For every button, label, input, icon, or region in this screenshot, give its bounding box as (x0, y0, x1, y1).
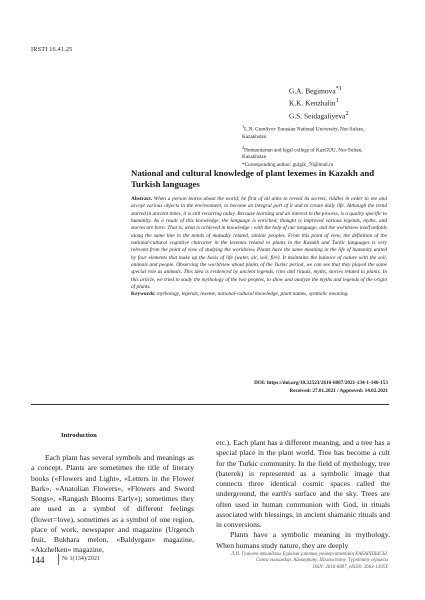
body-paragraph: Plants have a symbolic meaning in mythology. When humans study nature, they are deeply (216, 530, 390, 550)
body-paragraph: etc.). Each plant has a different meaning, and a tree has a special place in the plant world. Tree has become a cult for the Turkic community. In the field of mythology, tree (baterek) is represented as a symbolic image that connects three identical cosmic spaces called the underground, the earth's surface and the sky. Trees are often used in human communion with God, in rituals associated with blessings, in ancient shamanic rituals and in conversions. (216, 438, 390, 529)
author-1: G.A. Begimova$^{*1}$ (289, 86, 342, 96)
author-2: K.K. Kenzhalin$^1$ (289, 98, 339, 108)
abstract (131, 196, 387, 291)
keywords-text: mythology, legends, lexeme, national-cultural knowledge, plant names, symbolic meaning. (157, 291, 349, 298)
journal-line: Саяси ғылымдар. Аймақтану. Шығыстану. Түркітану сериясы (255, 558, 388, 564)
doi-block (254, 380, 388, 396)
corresponding-author: *Corresponding author: gulgik_76@mail.ru (242, 161, 334, 168)
keywords-label: Keywords: (131, 291, 156, 298)
left-column (31, 453, 194, 556)
affiliation-2: $^2$Humanitarian and legal college of KazGUU, Nur-Sultan, Kazakhstan (242, 144, 363, 161)
author-block (242, 84, 382, 169)
right-column (216, 438, 390, 551)
page-number: 144 (31, 555, 45, 565)
footer-separator (58, 554, 59, 565)
abstract-block (131, 196, 387, 299)
abstract-text: When a person learns about the world, he first of all aims to reveal its secrets, riddles in order to see and accept various objects in the environment, to become an integral part of it and to create daily life. Although the trend started in ancient times, it is still recurring today. Because learning and an interest in the process, is a quality specific to humanity. As a result of this knowledge, the language is enriched, thought is improved various legends, myths, and stories are born. That is, what is achieved in knowledge - with the help of our language, and the worldview itself unfolds along the same line in the minds of mutually related, similar peoples. From this point of view, the definition of the national-cultural cognitive character in the lexemes related to plants in the Kazakh and Turkic languages is very relevant from the point of view of studying the worldview. Plants have the same meaning in the life of humanity united by four elements that make up the basis of life (water, air, soil, fire). It maintains the balance of nature with the soil, animals and people. Observing the worldview about plants of the Turkic period, we can see that they played the same special role as animals. This idea is evidenced by ancient legends, rites and rituals, myths, stories related to plants. In this article, we tried to study the mythology of the two peoples, to show and analyze the myths and legends of the origin of plants. (131, 196, 387, 291)
affiliation-1: $^1$L.N. Gumilyov Eurasian National University, Nur-Sultan, Kazakhstan (242, 124, 365, 141)
doi-link[interactable]: DOI: https://doi.org/10.32523/2616-6887/2021-134-1-146-153 (254, 380, 388, 386)
received-approved-dates: Received: 27.01.2021 / Approved: 14.02.2021 (289, 387, 388, 394)
irsti-code: IRSTI 16.41.25 (31, 46, 73, 53)
author-3: G.S. Seidagaliyeva$^2$ (289, 110, 349, 121)
abstract-label: Abstract. (131, 196, 153, 202)
journal-info (203, 552, 388, 571)
issue-number: № 1(134)/2021 (62, 555, 101, 562)
paper-title: National and cultural knowledge of plant lexemes in Kazakh and Turkish languages (131, 168, 375, 189)
body-paragraph: Each plant has several symbols and meanings as a concept. Plants are sometimes the title of literary books («Flowers and Light», «Letters in the Flower Bark», «Anatolian Flowers», «Flowers and Sword Songs», «Rangash Blooms Early»); sometimes they are used as a symbol of different feelings (flower=love), sometimes as a symbol of one region, place of work, newspaper and magazine (Urgench fruit, Bukhara melon, «Baldyrgan» magazine, «Akzhelken» magazine, (31, 453, 194, 555)
journal-line: ISSN: 2616-6887, eISSN: 2663-1305X (312, 564, 388, 570)
introduction-heading: Introduction (61, 432, 97, 439)
keywords (131, 291, 387, 298)
journal-line: Л.Н. Гумилев атындағы Еуразия ұлттық университетінің ХАБАРШЫСЫ. (230, 552, 388, 557)
section-divider (31, 404, 389, 405)
